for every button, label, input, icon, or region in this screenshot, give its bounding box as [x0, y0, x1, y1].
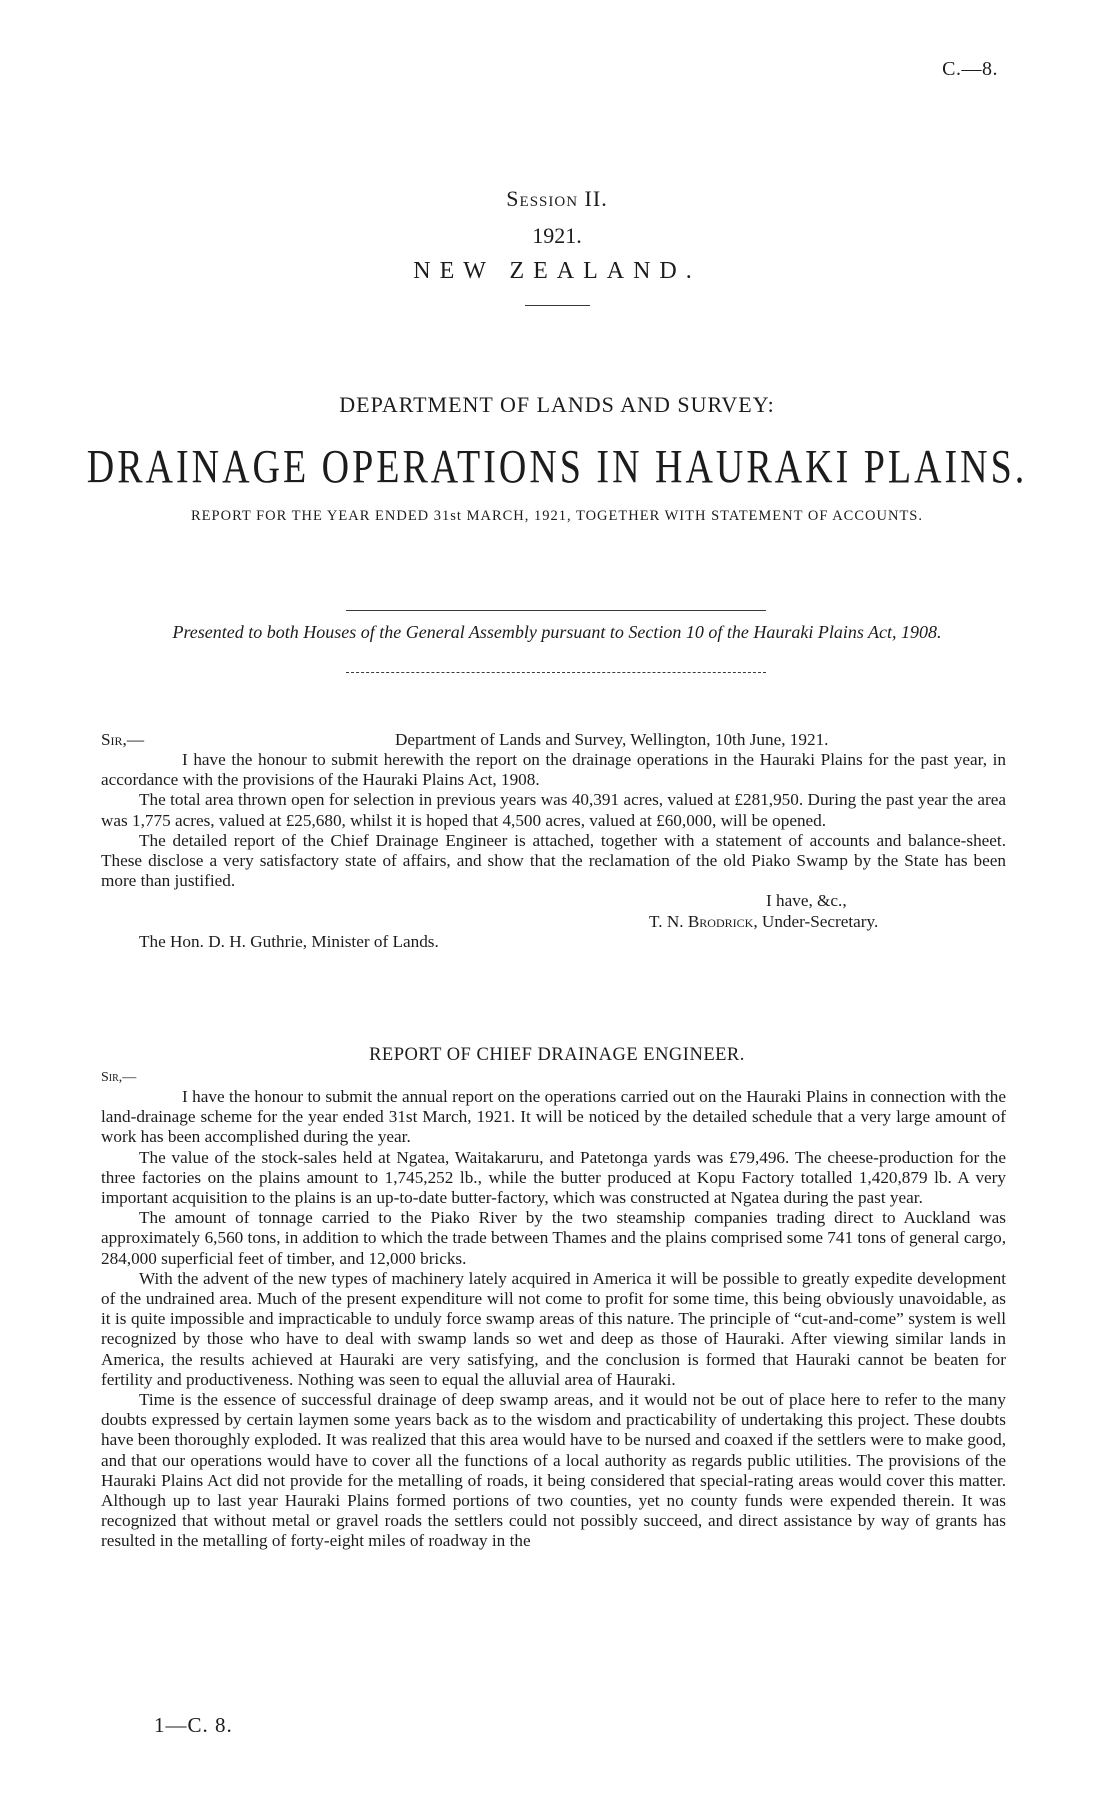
report-paragraph: With the advent of the new types of machinery lately acquired in America it will be possible to greatly expedite development of the undrained area. Much of the present expenditure will not come to profit for some time, this being obviously unavoidable, as it is quite impossible and impracticable to unduly force swamp areas of this nature. The principle of “cut-and-come” system is well recognized by those who have to deal with swamp lands so wet and deep as those of Hauraki. After viewing similar lands in America, the results achieved at Hauraki are very satisfying, and the conclusion is formed that Hauraki cannot be beaten for fertility and productiveness. Nothing was seen to equal the alluvial area of Hauraki.	[101, 1268, 1006, 1389]
signatory-name: Brodrick	[687, 911, 754, 931]
letter-paragraph: I have the honour to submit herewith the report on the drainage operations in the Hauraki Plains for the past year, in accordance with the provisions of the Hauraki Plains Act, 1908.	[101, 750, 1006, 790]
title-divider	[525, 305, 590, 306]
letter-signatory	[101, 912, 1006, 932]
signatory-title: , Under-Secretary.	[753, 911, 879, 931]
letter-paragraph: The detailed report of the Chief Drainage Engineer is attached, together with a statement of accounts and balance-sheet. These disclose a very satisfactory state of affairs, and show that the reclamation of the old Piako Swamp by the State has been more than justified.	[101, 830, 1006, 891]
page-reference: C.—8.	[942, 58, 998, 80]
report-paragraph: Time is the essence of successful drainage of deep swamp areas, and it would not be out of place here to refer to the many doubts expressed by certain laymen some years back as to the wisdom and practicability of undertaking this project. These doubts have been thoroughly exploded. It was realized that this area would have to be nursed and coaxed if the settlers were to make good, and that our operations would have to cover all the functions of a local authority as regards public utilities. The provisions of the Hauraki Plains Act did not provide for the metalling of roads, it being considered that special-rating areas would cover this matter. Although up to last year Hauraki Plains formed portions of two counties, yet no county funds were expended therein. It was recognized that without metal or gravel roads the settlers could not possibly succeed, and direct assistance by way of grants has resulted in the metalling of forty-eight miles of roadway in the	[101, 1390, 1006, 1551]
presented-bottom-rule	[346, 672, 766, 673]
report-subtitle: REPORT FOR THE YEAR ENDED 31st MARCH, 1921, TOGETHER WITH STATEMENT OF ACCOUNTS.	[191, 508, 923, 524]
letter-paragraph: The total area thrown open for selection in previous years was 40,391 acres, valued at £281,950. During the past year the area was 1,775 acres, valued at £25,680, whilst it is hoped that 4,500 acres, valued at £60,000, will be opened.	[101, 790, 1006, 830]
covering-letter	[101, 730, 1006, 952]
year-label: 1921.	[532, 223, 582, 248]
report-body	[101, 1069, 1006, 1552]
report-paragraph: The amount of tonnage carried to the Piako River by the two steamship companies trading direct to Auckland was approximately 6,560 tons, in addition to which the trade between Thames and the plains comprised some 741 tons of general cargo, 284,000 superficial feet of timber, and 12,000 bricks.	[101, 1208, 1006, 1268]
presented-top-rule	[346, 610, 766, 611]
letter-salutation: Sir,—	[101, 730, 145, 749]
report-paragraph: I have the honour to submit the annual report on the operations carried out on the Hauraki Plains in connection with the land-drainage scheme for the year ended 31st March, 1921. It will be noticed by the detailed schedule that a very large amount of work has been accomplished during the year.	[101, 1087, 1006, 1147]
report-paragraph: The value of the stock-sales held at Ngatea, Waitakaruru, and Patetonga yards was £79,496. The cheese-production for the three factories on the plains amount to 1,745,252 lb., while the butter produced at Kopu Factory totalled 1,420,879 lb. A very important acquisition to the plains is an up-to-date butter-factory, which was constructed at Ngatea during the past year.	[101, 1147, 1006, 1208]
page-signature: 1—C. 8.	[154, 1713, 233, 1737]
letter-closing: I have, &c.,	[766, 891, 847, 911]
department-heading: DEPARTMENT OF LANDS AND SURVEY:	[339, 392, 775, 417]
report-salutation: Sir,—	[101, 1070, 137, 1085]
country-label: NEW ZEALAND.	[413, 258, 701, 284]
report-heading: REPORT OF CHIEF DRAINAGE ENGINEER.	[369, 1045, 745, 1065]
session-label: Session II.	[506, 186, 608, 211]
main-title: DRAINAGE OPERATIONS IN HAURAKI PLAINS.	[86, 441, 1028, 494]
letter-address-date: Department of Lands and Survey, Wellington, 10th June, 1921.	[395, 730, 829, 749]
presented-note: Presented to both Houses of the General Assembly pursuant to Section 10 of the Hauraki Plains Act, 1908.	[172, 622, 942, 642]
signatory-initials: T. N.	[649, 911, 684, 931]
letter-addressee: The Hon. D. H. Guthrie, Minister of Lands.	[139, 931, 439, 951]
